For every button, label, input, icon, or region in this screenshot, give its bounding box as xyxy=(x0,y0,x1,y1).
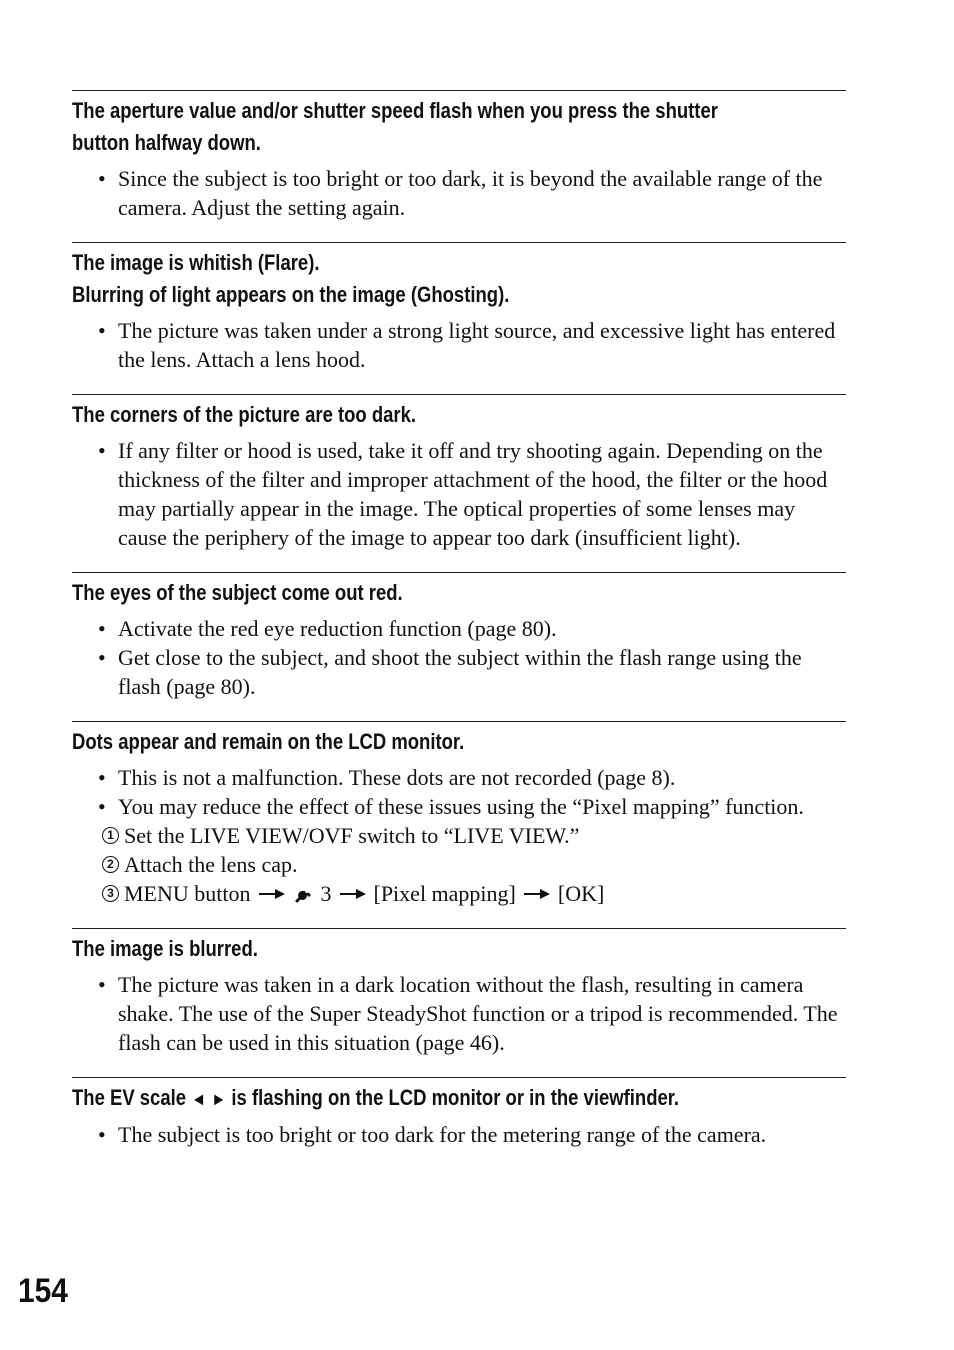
list-item-text: The subject is too bright or too dark for the metering range of the camera. xyxy=(118,1122,767,1147)
heading-line xyxy=(72,1082,852,1115)
section-flare-ghosting xyxy=(72,242,846,394)
step-list xyxy=(72,821,846,908)
list-item-text: You may reduce the effect of these issues using the “Pixel mapping” function. xyxy=(118,794,804,819)
section-heading xyxy=(72,726,852,758)
list-item-text: Activate the red eye reduction function (page 80). xyxy=(118,616,557,641)
bullet-list xyxy=(72,316,846,374)
heading-line: Blurring of light appears on the image (Ghosting). xyxy=(72,282,510,307)
section-blurred xyxy=(72,928,846,1077)
bullet-list xyxy=(72,970,846,1057)
section-lcd-dots xyxy=(72,721,846,928)
section-heading xyxy=(72,399,852,431)
section-aperture-flash xyxy=(72,90,846,242)
section-ev-scale xyxy=(72,1077,846,1169)
bullet-icon: • xyxy=(98,166,106,191)
list-item xyxy=(72,614,846,643)
step-text: [Pixel mapping] xyxy=(373,881,516,906)
section-heading xyxy=(72,247,852,311)
step-item xyxy=(72,821,846,850)
heading-line: button halfway down. xyxy=(72,130,261,155)
list-item-text: Get close to the subject, and shoot the subject within the flash range using the flash (page 80). xyxy=(118,645,802,699)
triangle-right-icon: ► xyxy=(211,1089,227,1109)
bullet-icon: • xyxy=(98,645,106,670)
list-item xyxy=(72,792,846,821)
section-red-eye xyxy=(72,572,846,721)
page-number: 154 xyxy=(18,1272,68,1310)
bullet-list xyxy=(72,436,846,552)
list-item-text: If any filter or hood is used, take it off and try shooting again. Depending on the thickness of the filter and improper attachment of the hood, the filter or the hood may partially appear in the image. The optical properties of some lenses may cause the periphery of the image to appear too dark (insufficient light). xyxy=(118,438,828,550)
triangle-left-icon: ◄ xyxy=(191,1089,207,1109)
heading-line: The aperture value and/or shutter speed flash when you press the shutter xyxy=(72,98,718,123)
step-item xyxy=(72,850,846,879)
bullet-icon: • xyxy=(98,318,106,343)
arrow-right-icon xyxy=(259,888,285,900)
bullet-icon: • xyxy=(98,794,106,819)
list-item-text: Since the subject is too bright or too dark, it is beyond the available range of the camera. Adjust the setting again. xyxy=(118,166,823,220)
list-item xyxy=(72,643,846,701)
list-item xyxy=(72,1120,846,1149)
step-number-circle: 3 xyxy=(102,885,119,902)
bullet-list xyxy=(72,164,846,222)
heading-line: The image is whitish (Flare). xyxy=(72,250,320,275)
list-item-text: This is not a malfunction. These dots are not recorded (page 8). xyxy=(118,765,676,790)
bullet-icon: • xyxy=(98,616,106,641)
list-item-text: The picture was taken in a dark location without the flash, resulting in camera shake. The use of the Super SteadyShot function or a tripod is recommended. The flash can be used in this situation (page 46). xyxy=(118,972,838,1055)
list-item xyxy=(72,970,846,1057)
heading-line: The corners of the picture are too dark. xyxy=(72,402,417,427)
step-number-circle: 2 xyxy=(102,856,119,873)
step-number-circle: 1 xyxy=(102,827,119,844)
bullet-icon: • xyxy=(98,1122,106,1147)
bullet-list xyxy=(72,1120,846,1149)
list-item xyxy=(72,436,846,552)
arrow-right-icon xyxy=(524,888,550,900)
section-dark-corners xyxy=(72,394,846,572)
section-heading xyxy=(72,933,852,965)
step-text: MENU button xyxy=(124,881,251,906)
bullet-list xyxy=(72,614,846,701)
list-item xyxy=(72,316,846,374)
list-item xyxy=(72,763,846,792)
bullet-icon: • xyxy=(98,972,106,997)
section-heading xyxy=(72,1082,852,1115)
setup-tab-number: 3 xyxy=(320,881,332,906)
heading-line: Dots appear and remain on the LCD monitor. xyxy=(72,729,465,754)
troubleshooting-content xyxy=(72,90,846,1169)
section-heading xyxy=(72,577,852,609)
wrench-setup-icon xyxy=(295,885,313,903)
step-item xyxy=(72,879,846,908)
section-heading xyxy=(72,95,852,159)
bullet-icon: • xyxy=(98,765,106,790)
step-text: [OK] xyxy=(557,881,605,906)
heading-line: The image is blurred. xyxy=(72,936,258,961)
step-text: Set the LIVE VIEW/OVF switch to “LIVE VIEW.” xyxy=(124,823,580,848)
heading-text: The EV scale xyxy=(72,1085,187,1110)
bullet-list xyxy=(72,763,846,821)
bullet-icon: • xyxy=(98,438,106,463)
heading-text: is flashing on the LCD monitor or in the viewfinder. xyxy=(231,1085,680,1110)
list-item-text: The picture was taken under a strong light source, and excessive light has entered the lens. Attach a lens hood. xyxy=(118,318,836,372)
list-item xyxy=(72,164,846,222)
step-text: Attach the lens cap. xyxy=(124,852,298,877)
arrow-right-icon xyxy=(340,888,366,900)
heading-line: The eyes of the subject come out red. xyxy=(72,580,403,605)
